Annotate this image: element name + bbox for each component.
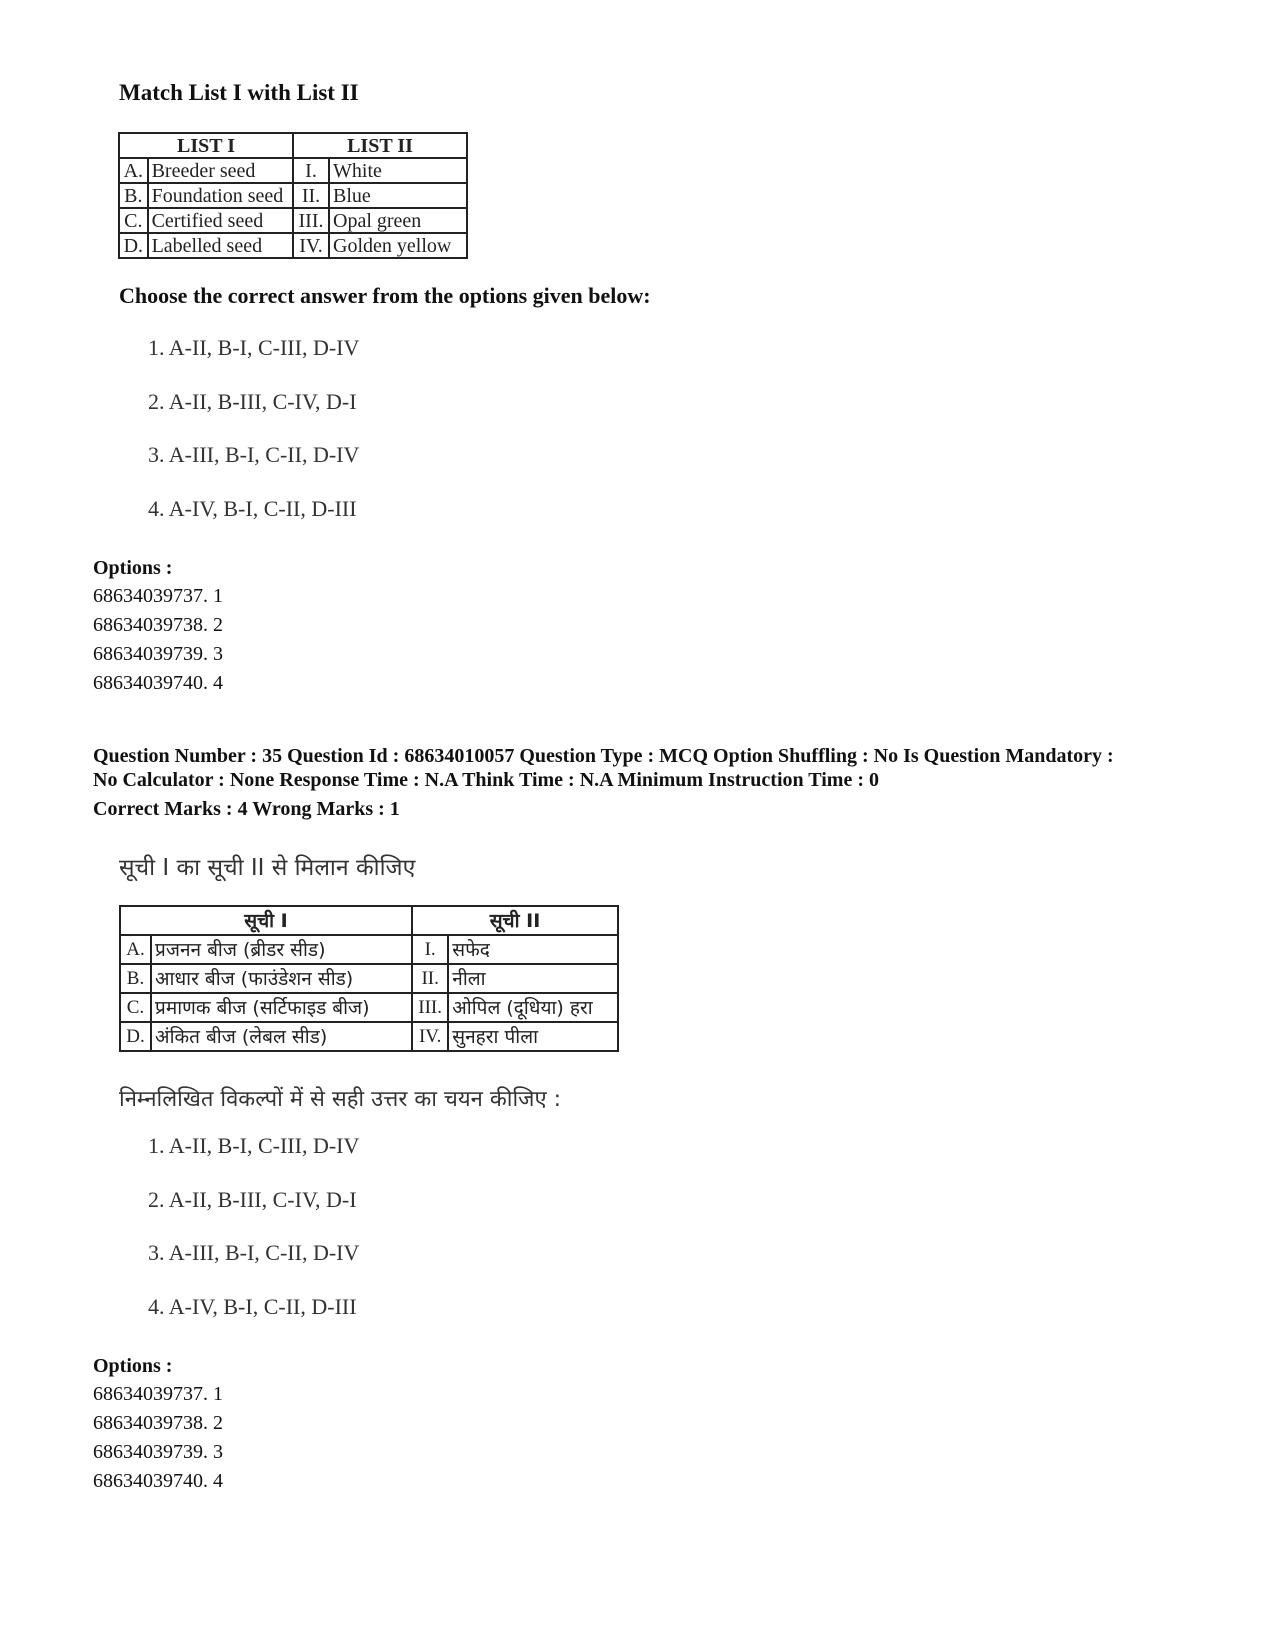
q1-option-1: 68634039737. 1 [93,585,223,607]
list2-value: नीला [448,964,618,993]
list2-value: Golden yellow [329,233,467,258]
table-row [120,935,618,964]
list1-value: अंकित बीज (लेबल सीड) [151,1022,412,1051]
q1-options-label: Options : [93,557,173,579]
list2-header: LIST II [293,133,467,158]
table-row [120,964,618,993]
q2-meta-line-1: Question Number : 35 Question Id : 68634010057 Question Type : MCQ Option Shuffling : No Is Question Mandatory : [93,745,1114,767]
list1-key: B. [119,183,148,208]
list2-value: सुनहरा पीला [448,1022,618,1051]
list1-key: C. [119,208,148,233]
q2-option-2: 68634039738. 2 [93,1412,223,1434]
table-row [119,158,467,183]
list2-value: White [329,158,467,183]
table-row [120,1022,618,1051]
list1-key: D. [119,233,148,258]
list1-value: प्रमाणक बीज (सर्टिफाइड बीज) [151,993,412,1022]
list1-key: A. [119,158,148,183]
list1-header: LIST I [119,133,293,158]
list2-key: IV. [293,233,329,258]
list2-value: सफेद [448,935,618,964]
list2-key: III. [293,208,329,233]
q1-choice-2: 2. A-II, B-III, C-IV, D-I [148,389,357,414]
list1-value: Labelled seed [148,233,293,258]
q1-match-table [118,132,468,259]
q1-choice-3: 3. A-III, B-I, C-II, D-IV [148,442,360,467]
list1-value: Foundation seed [148,183,293,208]
list2-header: सूची II [412,906,618,935]
list2-key: I. [293,158,329,183]
q2-choice-3: 3. A-III, B-I, C-II, D-IV [148,1240,360,1265]
q2-marks: Correct Marks : 4 Wrong Marks : 1 [93,798,400,820]
q2-option-1: 68634039737. 1 [93,1383,223,1405]
table-row [120,993,618,1022]
list2-value: Opal green [329,208,467,233]
q2-instruction: निम्नलिखित विकल्पों में से सही उत्तर का चयन कीजिए : [119,1087,562,1112]
table-row [119,233,467,258]
q1-instruction: Choose the correct answer from the options given below: [119,283,651,308]
list1-value: Certified seed [148,208,293,233]
q1-title: Match List I with List II [119,80,359,105]
q2-choice-2: 2. A-II, B-III, C-IV, D-I [148,1187,357,1212]
list1-key: A. [120,935,151,964]
list2-key: II. [293,183,329,208]
list1-value: प्रजनन बीज (ब्रीडर सीड) [151,935,412,964]
q2-choice-4: 4. A-IV, B-I, C-II, D-III [148,1294,357,1319]
list1-value: Breeder seed [148,158,293,183]
list2-key: IV. [412,1022,448,1051]
list2-key: II. [412,964,448,993]
q1-option-4: 68634039740. 4 [93,672,223,694]
q2-option-4: 68634039740. 4 [93,1470,223,1492]
q2-choice-1: 1. A-II, B-I, C-III, D-IV [148,1133,360,1158]
list1-key: D. [120,1022,151,1051]
list2-value: ओपिल (दूधिया) हरा [448,993,618,1022]
q1-choice-1: 1. A-II, B-I, C-III, D-IV [148,335,360,360]
list2-key: I. [412,935,448,964]
list2-value: Blue [329,183,467,208]
q1-choice-4: 4. A-IV, B-I, C-II, D-III [148,496,357,521]
list1-key: B. [120,964,151,993]
list2-key: III. [412,993,448,1022]
q1-option-3: 68634039739. 3 [93,643,223,665]
table-header-row [120,906,618,935]
list1-header: सूची I [120,906,412,935]
table-row [119,208,467,233]
q2-title: सूची I का सूची II से मिलान कीजिए [119,855,416,881]
list1-value: आधार बीज (फाउंडेशन सीड) [151,964,412,993]
table-header-row [119,133,467,158]
table-row [119,183,467,208]
q2-option-3: 68634039739. 3 [93,1441,223,1463]
q1-option-2: 68634039738. 2 [93,614,223,636]
q2-meta-line-2: No Calculator : None Response Time : N.A Think Time : N.A Minimum Instruction Time : 0 [93,769,879,791]
list1-key: C. [120,993,151,1022]
q2-match-table [119,905,619,1052]
q2-options-label: Options : [93,1355,173,1377]
